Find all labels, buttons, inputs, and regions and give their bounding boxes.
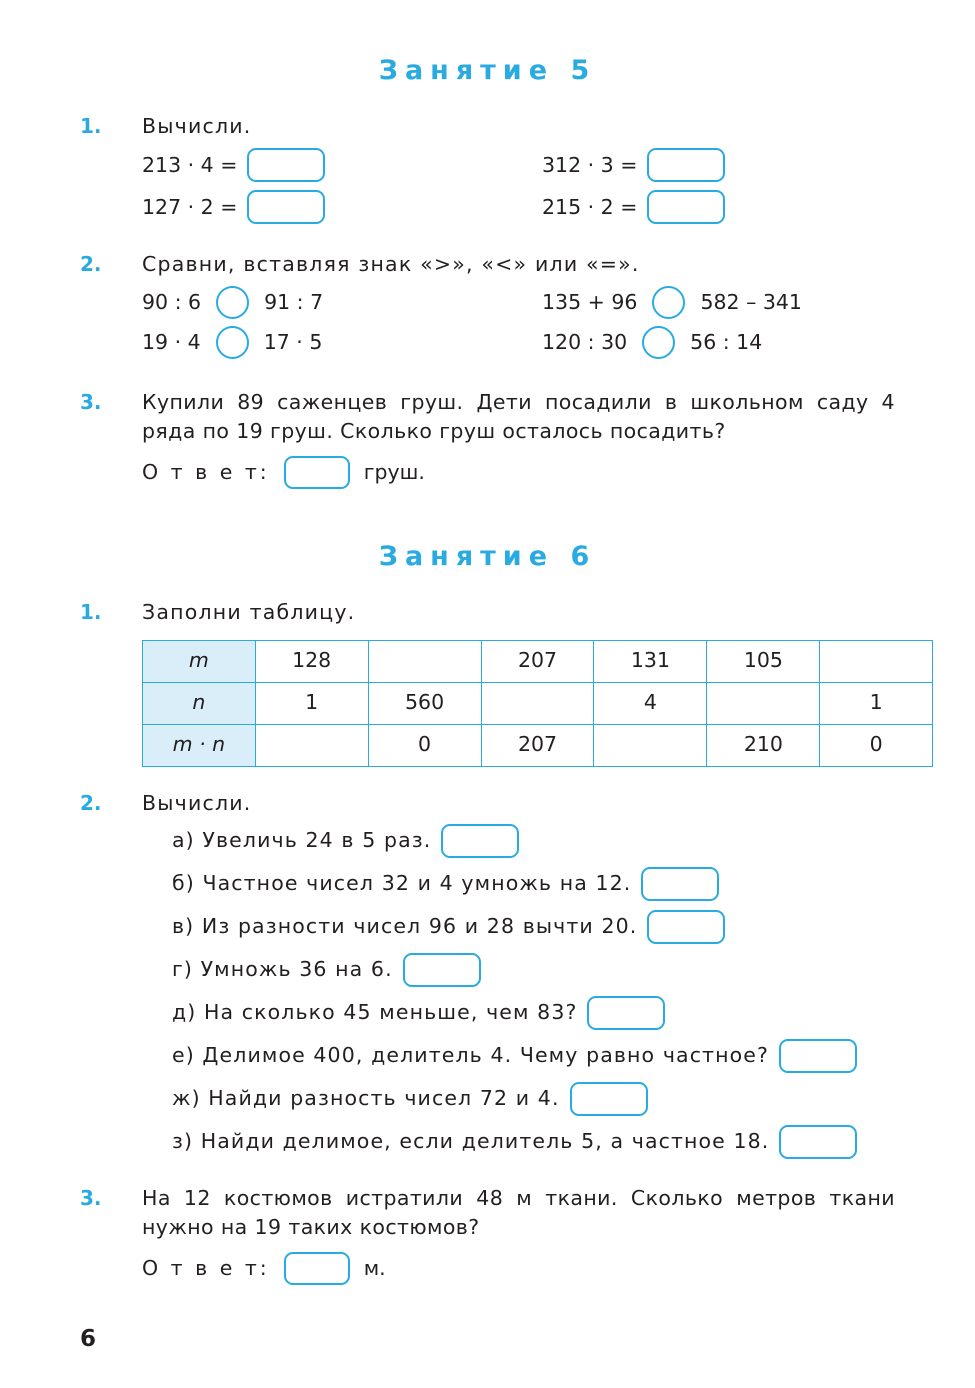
table-cell[interactable] (481, 682, 594, 724)
sub-task-item (142, 1039, 895, 1073)
answer-box[interactable] (570, 1082, 648, 1116)
answer-box[interactable] (403, 953, 481, 987)
expression-right: 582 – 341 (700, 290, 802, 315)
sub-task-text: д) На сколько 45 меньше, чем 83? (172, 1000, 578, 1025)
expression-right: 56 : 14 (690, 330, 763, 355)
compare-item (142, 286, 542, 319)
answer-box[interactable] (587, 996, 665, 1030)
lesson5-task-2 (80, 250, 895, 366)
answer-box[interactable] (284, 456, 350, 489)
table-cell[interactable] (594, 724, 707, 766)
answer-box[interactable] (284, 1252, 350, 1285)
answer-line (142, 1252, 895, 1285)
table-cell[interactable]: 105 (707, 640, 820, 682)
sub-task-text: а) Увеличь 24 в 5 раз. (172, 828, 432, 853)
calc-item (542, 148, 725, 182)
table-cell[interactable] (368, 640, 481, 682)
table-cell[interactable]: 210 (707, 724, 820, 766)
table-row (143, 724, 933, 766)
task-instruction: Заполни таблицу. (142, 600, 356, 625)
comparison-circle[interactable] (216, 286, 249, 319)
lesson5-task-1 (80, 112, 895, 232)
answer-box[interactable] (247, 148, 325, 182)
table-cell[interactable]: 0 (368, 724, 481, 766)
sub-task-item (142, 996, 895, 1030)
table-cell[interactable]: 560 (368, 682, 481, 724)
table-cell[interactable] (820, 640, 933, 682)
table-row-header: m (143, 640, 256, 682)
task-number: 2. (80, 252, 102, 277)
expression-left: 135 + 96 (542, 290, 638, 315)
answer-unit: груш. (363, 460, 425, 485)
table-cell[interactable]: 4 (594, 682, 707, 724)
word-problem-text: На 12 костюмов истратили 48 м ткани. Сколько метров ткани нужно на 19 таких костюмов? (142, 1185, 895, 1239)
comparison-circle[interactable] (652, 286, 685, 319)
expression-right: 91 : 7 (264, 290, 324, 315)
sub-task-item (142, 1082, 895, 1116)
answer-box[interactable] (779, 1039, 857, 1073)
table-cell[interactable]: 1 (820, 682, 933, 724)
sub-task-item (142, 953, 895, 987)
table-cell[interactable]: 207 (481, 640, 594, 682)
table-cell[interactable]: 207 (481, 724, 594, 766)
sub-task-item (142, 824, 895, 858)
lesson5-task-3 (80, 388, 895, 489)
sub-task-item (142, 867, 895, 901)
sub-task-text: г) Умножь 36 на 6. (172, 957, 393, 982)
answer-box[interactable] (247, 190, 325, 224)
lesson6-task-1 (80, 598, 895, 766)
expression-right: 17 · 5 (263, 330, 323, 355)
answer-label: О т в е т: (142, 460, 270, 485)
lesson6-task-2 (80, 789, 895, 1168)
calc-item (142, 148, 542, 182)
task-instruction: Вычисли. (142, 114, 252, 138)
expression-left: 19 · 4 (142, 330, 201, 355)
page-number: 6 (80, 1326, 97, 1352)
compare-row (142, 326, 895, 359)
sub-task-text: ж) Найди разность чисел 72 и 4. (172, 1086, 560, 1111)
answer-box[interactable] (779, 1125, 857, 1159)
sub-task-item (142, 1125, 895, 1159)
calc-row (142, 190, 895, 224)
table-row (143, 682, 933, 724)
answer-unit: м. (363, 1255, 386, 1280)
calc-row (142, 148, 895, 182)
table-cell[interactable]: 128 (255, 640, 368, 682)
task-instruction: Вычисли. (142, 790, 252, 815)
calc-item (142, 190, 542, 224)
lesson-6-title: Занятие 6 (378, 541, 597, 573)
table-cell[interactable]: 131 (594, 640, 707, 682)
table-row (143, 640, 933, 682)
task-number: 1. (80, 114, 102, 138)
answer-line (142, 456, 895, 489)
sub-task-text: б) Частное чисел 32 и 4 умножь на 12. (172, 871, 632, 896)
expression-left: 120 : 30 (542, 330, 628, 355)
lesson6-task-3 (80, 1184, 895, 1285)
sub-task-text: в) Из разности чисел 96 и 28 вычти 20. (172, 914, 638, 939)
answer-box[interactable] (647, 148, 725, 182)
compare-item (142, 326, 542, 359)
fill-in-table (142, 640, 933, 767)
sub-task-item (142, 910, 895, 944)
table-cell[interactable]: 0 (820, 724, 933, 766)
expression-text: 215 · 2 = (542, 194, 638, 219)
expression-text: 127 · 2 = (142, 194, 238, 219)
expression-left: 90 : 6 (142, 290, 202, 315)
comparison-circle[interactable] (642, 326, 675, 359)
word-problem-text: Купили 89 саженцев груш. Дети посадили в школьном саду 4 ряда по 19 груш. Сколько груш осталось посадить? (142, 390, 895, 444)
comparison-circle[interactable] (216, 326, 249, 359)
compare-item (542, 326, 762, 359)
sub-task-text: е) Делимое 400, делитель 4. Чему равно частное? (172, 1043, 769, 1068)
compare-row (142, 286, 895, 319)
compare-item (542, 286, 802, 319)
task-number: 3. (80, 1185, 102, 1210)
lesson-5-title: Занятие 5 (378, 55, 597, 86)
answer-box[interactable] (641, 867, 719, 901)
task-number: 2. (80, 790, 102, 815)
answer-box[interactable] (441, 824, 519, 858)
task-number: 3. (80, 390, 102, 415)
table-cell[interactable]: 1 (255, 682, 368, 724)
answer-box[interactable] (647, 190, 725, 224)
expression-text: 312 · 3 = (542, 152, 638, 177)
task-number: 1. (80, 600, 102, 625)
table-row-header: m · n (143, 724, 256, 766)
sub-task-text: з) Найди делимое, если делитель 5, а частное 18. (172, 1129, 770, 1154)
expression-text: 213 · 4 = (142, 152, 238, 177)
answer-box[interactable] (647, 910, 725, 944)
calc-item (542, 190, 725, 224)
task-instruction: Сравни, вставляя знак «>», «<» или «=». (142, 252, 640, 277)
answer-label: О т в е т: (142, 1255, 270, 1280)
table-cell[interactable] (707, 682, 820, 724)
table-row-header: n (143, 682, 256, 724)
table-cell[interactable] (255, 724, 368, 766)
